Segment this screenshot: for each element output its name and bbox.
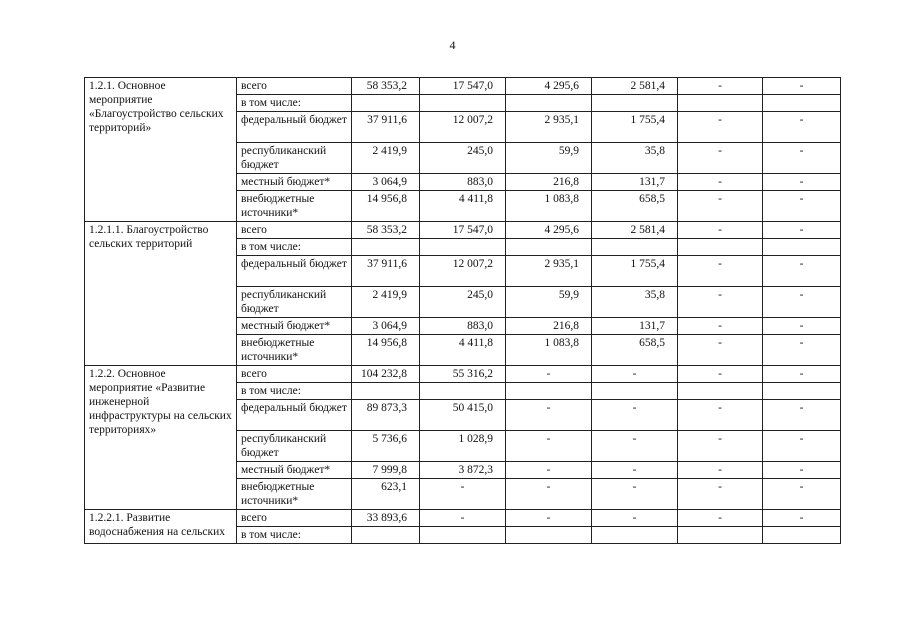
value-cell: 658,5 [592,191,678,222]
value-cell: 37 911,6 [352,256,420,287]
measure-name: 1.2.1. Основное мероприятие «Благоустройство сельских территорий» [85,78,237,222]
value-cell: - [592,462,678,479]
value-cell: 35,8 [592,143,678,174]
value-cell [592,95,678,112]
value-cell: 245,0 [420,287,506,318]
value-cell [763,527,841,544]
value-cell [420,239,506,256]
value-cell: 3 064,9 [352,318,420,335]
measure-name: 1.2.2. Основное мероприятие «Развитие инженерной инфраструктуры на сельских территориях» [85,366,237,510]
value-cell: - [678,510,763,527]
value-cell: - [506,510,592,527]
value-cell: - [678,366,763,383]
value-cell: 4 411,8 [420,191,506,222]
value-cell [352,95,420,112]
value-cell: - [678,287,763,318]
value-cell: 37 911,6 [352,112,420,143]
value-cell: - [592,366,678,383]
value-cell: - [678,479,763,510]
value-cell: 2 419,9 [352,143,420,174]
value-cell: 883,0 [420,318,506,335]
value-cell: 245,0 [420,143,506,174]
value-cell [506,527,592,544]
value-cell: - [763,222,841,239]
value-cell: 1 755,4 [592,256,678,287]
value-cell: 2 935,1 [506,112,592,143]
value-cell: - [420,510,506,527]
measure-name: 1.2.2.1. Развитие водоснабжения на сельских [85,510,237,544]
value-cell: - [763,462,841,479]
value-cell: - [506,366,592,383]
value-cell: 35,8 [592,287,678,318]
value-cell: 33 893,6 [352,510,420,527]
value-cell: - [592,431,678,462]
value-cell: 4 295,6 [506,222,592,239]
value-cell: - [678,318,763,335]
funding-source: внебюджетные источники* [237,335,352,366]
value-cell: 3 872,3 [420,462,506,479]
value-cell [352,239,420,256]
value-cell: 58 353,2 [352,222,420,239]
table-row [85,222,841,239]
funding-source: в том числе: [237,527,352,544]
value-cell: - [763,479,841,510]
value-cell [506,95,592,112]
value-cell: 2 419,9 [352,287,420,318]
value-cell: - [592,400,678,431]
value-cell: 216,8 [506,174,592,191]
value-cell: 658,5 [592,335,678,366]
table-body [85,78,841,544]
funding-source: в том числе: [237,95,352,112]
value-cell: - [678,78,763,95]
value-cell: - [678,112,763,143]
value-cell: 59,9 [506,287,592,318]
value-cell: 1 755,4 [592,112,678,143]
value-cell: 14 956,8 [352,335,420,366]
value-cell: 2 581,4 [592,222,678,239]
funding-source: внебюджетные источники* [237,191,352,222]
value-cell: 1 028,9 [420,431,506,462]
value-cell: - [763,256,841,287]
value-cell: 883,0 [420,174,506,191]
value-cell: - [678,462,763,479]
funding-source: республиканский бюджет [237,287,352,318]
value-cell [352,383,420,400]
value-cell: - [763,366,841,383]
value-cell [678,527,763,544]
value-cell: - [763,510,841,527]
funding-source: местный бюджет* [237,462,352,479]
value-cell [420,527,506,544]
value-cell: - [678,222,763,239]
value-cell: 4 411,8 [420,335,506,366]
value-cell: - [763,400,841,431]
value-cell: - [678,191,763,222]
value-cell [506,383,592,400]
value-cell: - [763,112,841,143]
value-cell: 2 581,4 [592,78,678,95]
value-cell: - [763,431,841,462]
value-cell: - [592,479,678,510]
table-row [85,78,841,95]
value-cell [592,527,678,544]
value-cell: - [678,143,763,174]
value-cell: - [763,174,841,191]
funding-source: федеральный бюджет [237,112,352,143]
funding-source: в том числе: [237,383,352,400]
funding-source: в том числе: [237,239,352,256]
value-cell: - [763,191,841,222]
value-cell: 104 232,8 [352,366,420,383]
value-cell: - [506,462,592,479]
value-cell: - [763,143,841,174]
value-cell [506,239,592,256]
funding-source: местный бюджет* [237,318,352,335]
funding-source: всего [237,78,352,95]
value-cell: - [763,335,841,366]
funding-source: всего [237,366,352,383]
value-cell: - [678,335,763,366]
value-cell [763,383,841,400]
value-cell: - [678,431,763,462]
funding-source: местный бюджет* [237,174,352,191]
value-cell: - [678,400,763,431]
funding-source: всего [237,510,352,527]
value-cell [420,95,506,112]
value-cell: - [420,479,506,510]
value-cell: 1 083,8 [506,335,592,366]
value-cell: 623,1 [352,479,420,510]
value-cell: 3 064,9 [352,174,420,191]
value-cell: - [763,318,841,335]
value-cell: - [592,510,678,527]
value-cell: - [763,78,841,95]
value-cell [763,95,841,112]
value-cell: 14 956,8 [352,191,420,222]
funding-source: внебюджетные источники* [237,479,352,510]
value-cell: 17 547,0 [420,78,506,95]
funding-source: федеральный бюджет [237,256,352,287]
value-cell [678,95,763,112]
value-cell: 4 295,6 [506,78,592,95]
value-cell: 89 873,3 [352,400,420,431]
value-cell: - [506,400,592,431]
value-cell: - [506,479,592,510]
value-cell: 131,7 [592,174,678,191]
value-cell: - [506,431,592,462]
value-cell [420,383,506,400]
value-cell: 7 999,8 [352,462,420,479]
value-cell: 1 083,8 [506,191,592,222]
value-cell [678,239,763,256]
table-row [85,510,841,527]
funding-source: федеральный бюджет [237,400,352,431]
value-cell [352,527,420,544]
value-cell: 12 007,2 [420,256,506,287]
value-cell: 59,9 [506,143,592,174]
value-cell: 50 415,0 [420,400,506,431]
value-cell [592,239,678,256]
funding-source: республиканский бюджет [237,431,352,462]
measure-name: 1.2.1.1. Благоустройство сельских территорий [85,222,237,366]
funding-source: республиканский бюджет [237,143,352,174]
value-cell [678,383,763,400]
budget-table [84,77,841,544]
value-cell: 58 353,2 [352,78,420,95]
value-cell: 216,8 [506,318,592,335]
value-cell: 17 547,0 [420,222,506,239]
value-cell: 2 935,1 [506,256,592,287]
value-cell: - [763,287,841,318]
funding-source: всего [237,222,352,239]
table-row [85,366,841,383]
value-cell: 12 007,2 [420,112,506,143]
page-number: 4 [449,38,456,52]
value-cell: 131,7 [592,318,678,335]
value-cell: 5 736,6 [352,431,420,462]
value-cell: - [678,174,763,191]
value-cell: - [678,256,763,287]
value-cell: 55 316,2 [420,366,506,383]
value-cell [592,383,678,400]
value-cell [763,239,841,256]
